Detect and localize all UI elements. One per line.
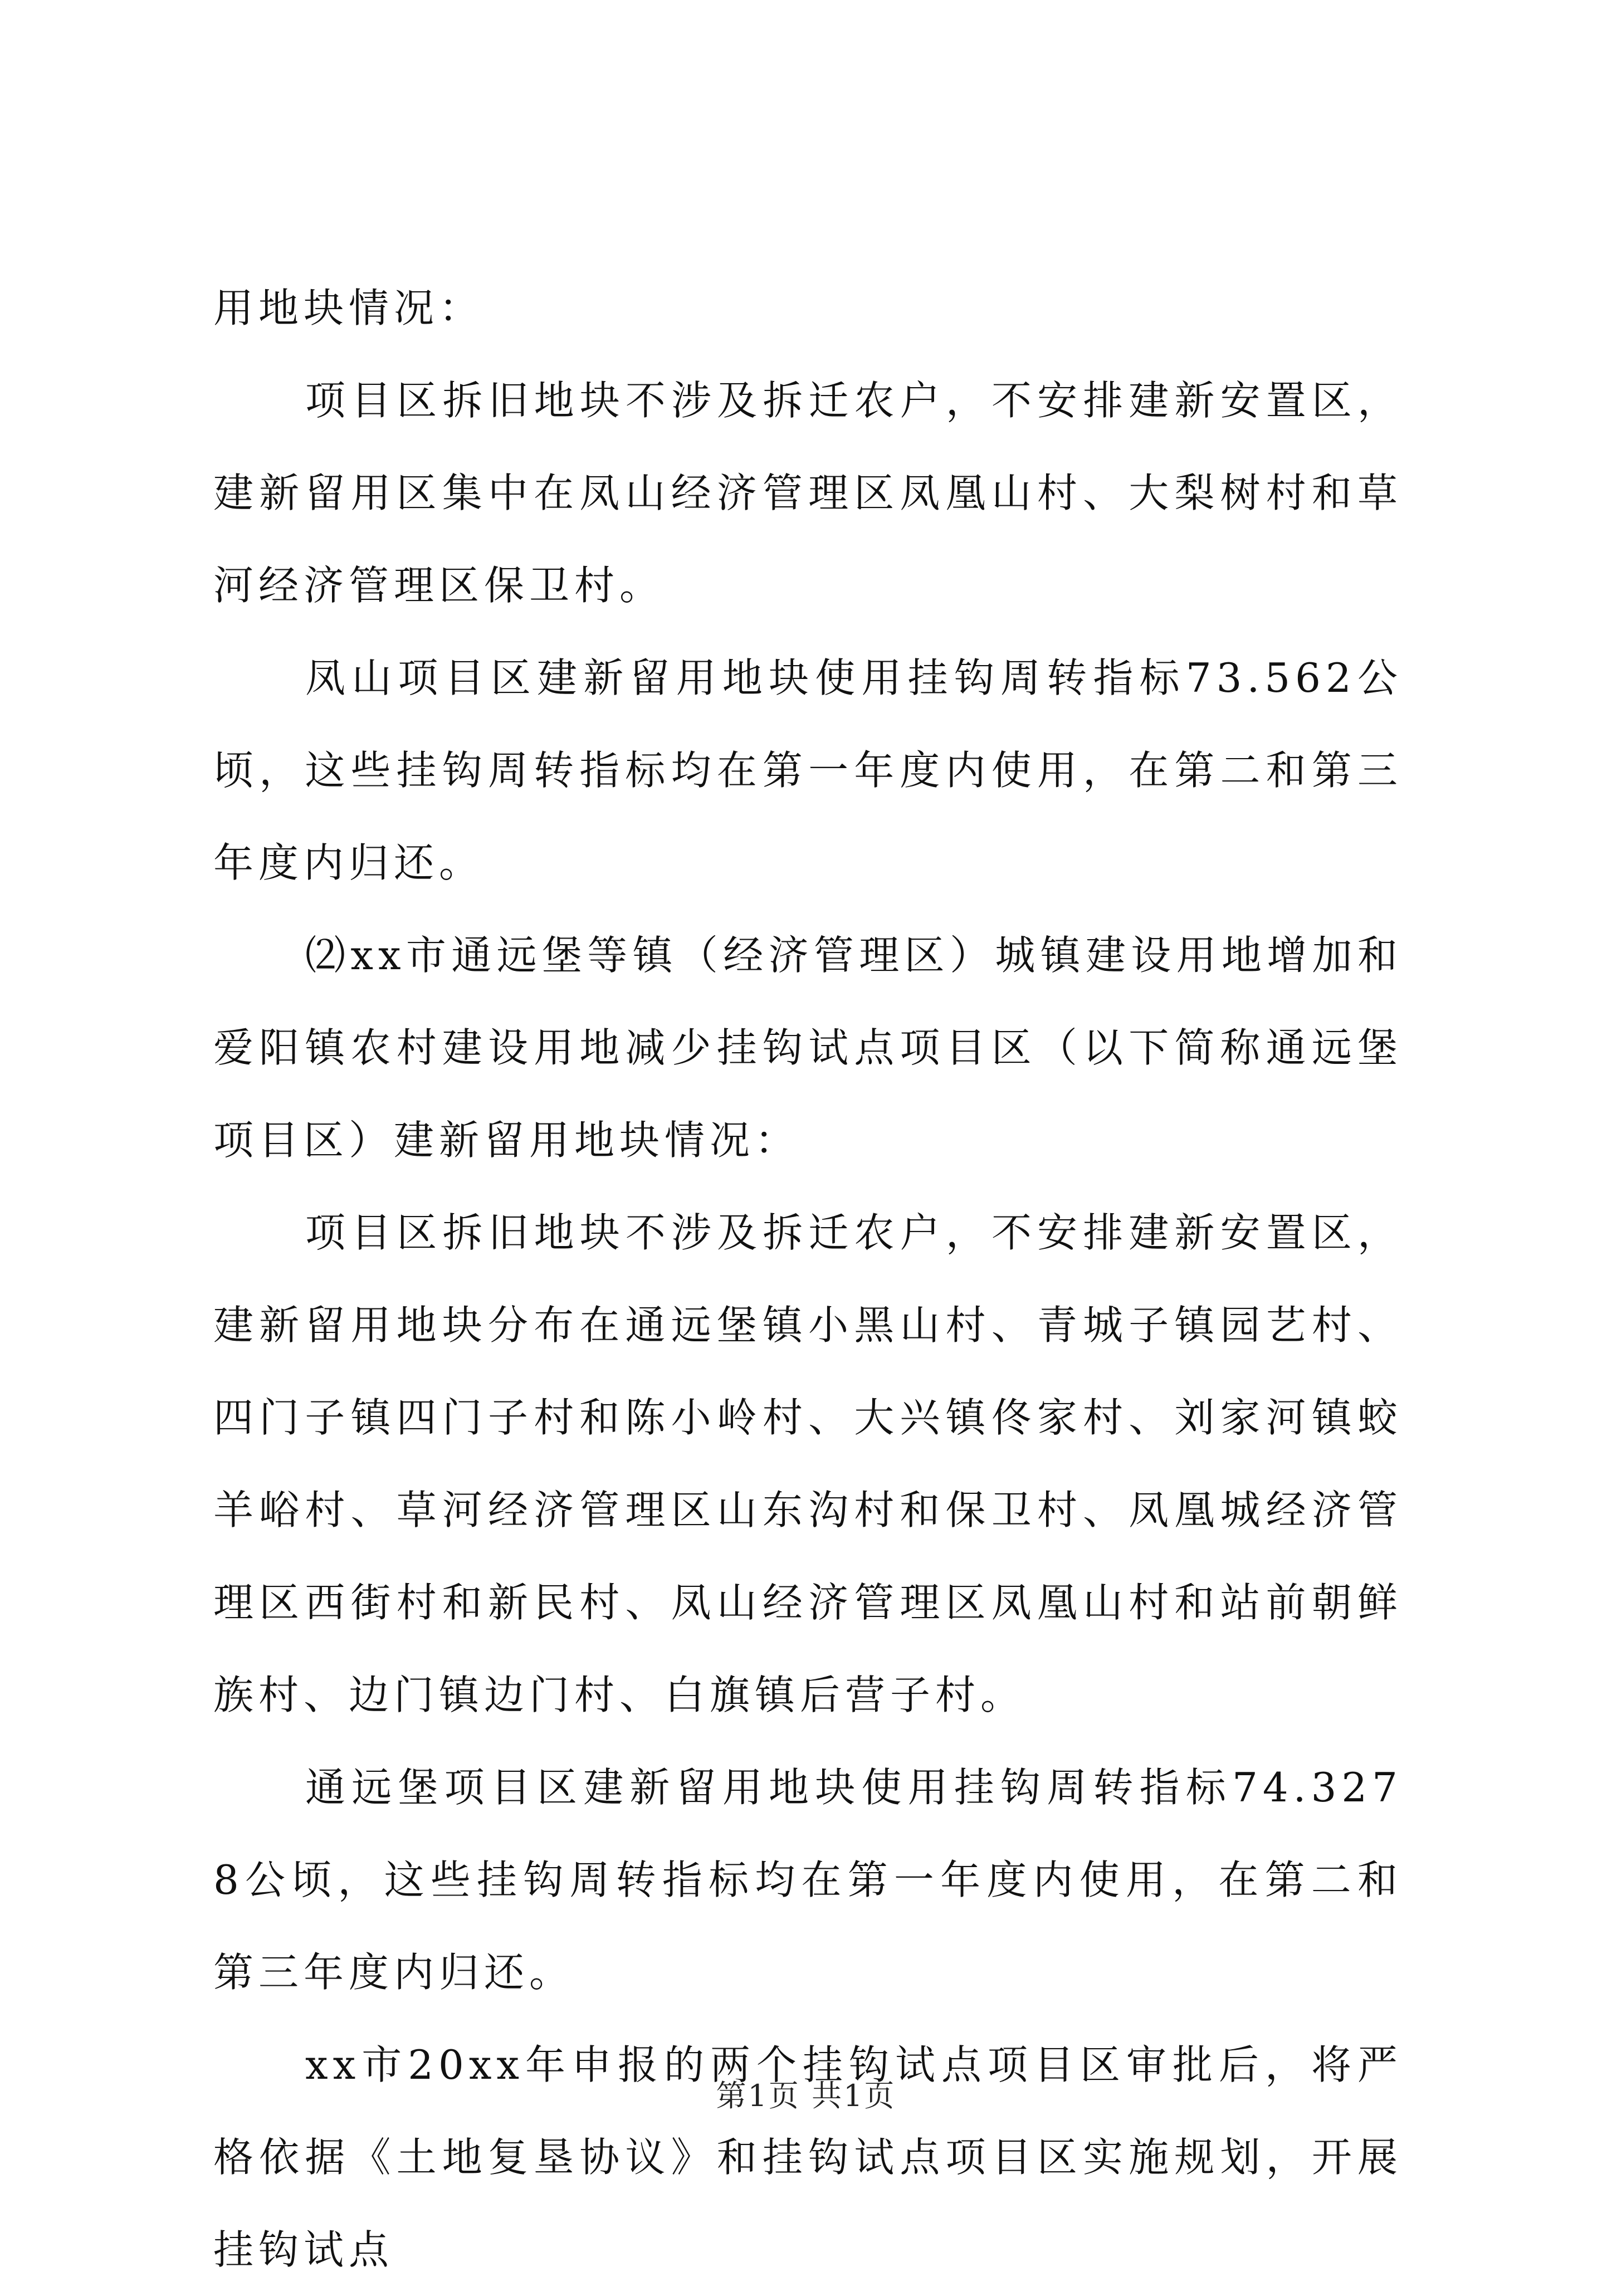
paragraph-fengshan-relocation: 项目区拆旧地块不涉及拆迁农户，不安排建新安置区，建新留用区集中在凤山经济管理区凤凰山村、大梨树村和草河经济管理区保卫村。 — [213, 377, 1403, 609]
paragraph-tongyuanpu-quota: 通远堡项目区建新留用地块使用挂钩周转指标74.3278公顷，这些挂钩周转指标均在第一年度内使用，在第二和第三年度内归还。 — [213, 1764, 1403, 1996]
paragraph-fengshan-quota: 凤山项目区建新留用地块使用挂钩周转指标73.562公顷，这些挂钩周转指标均在第一年度内使用，在第二和第三年度内归还。 — [213, 654, 1403, 886]
paragraph-continuation: 用地块情况： — [213, 285, 485, 331]
paragraph-approval: xx市20xx年申报的两个挂钩试点项目区审批后，将严格依据《土地复垦协议》和挂钩试点项目区实施规划，开展挂钩试点 — [213, 2041, 1403, 2273]
page-footer: 第1页 共1页 — [716, 2078, 896, 2113]
paragraph-tongyuanpu-heading: ⑵xx市通远堡等镇（经济管理区）城镇建设用地增加和爱阳镇农村建设用地减少挂钩试点项目区（以下简称通远堡项目区）建新留用地块情况： — [213, 932, 1403, 1164]
paragraph-tongyuanpu-relocation: 项目区拆旧地块不涉及拆迁农户，不安排建新安置区，建新留用地块分布在通远堡镇小黑山村、青城子镇园艺村、四门子镇四门子村和陈小岭村、大兴镇佟家村、刘家河镇蛟羊峪村、草河经济管理区山东沟村和保卫村、凤凰城经济管理区西街村和新民村、凤山经济管理区凤凰山村和站前朝鲜族村、边门镇边门村、白旗镇后营子村。 — [213, 1209, 1403, 1718]
document-body — [213, 262, 1403, 2296]
